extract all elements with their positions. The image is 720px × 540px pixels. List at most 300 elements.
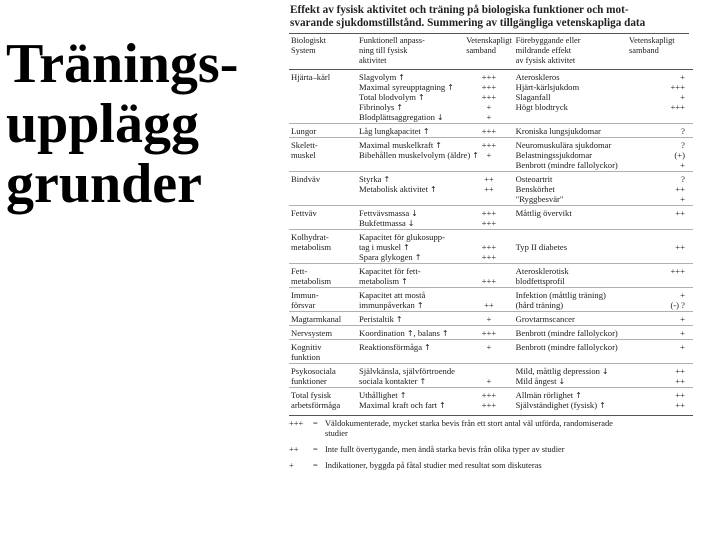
function-text: Kapacitet för glukosupp- (359, 232, 445, 242)
prevention-item (516, 232, 625, 242)
table-row (289, 124, 693, 138)
prevention-item: "Ryggbesvär" (515, 194, 564, 204)
system-label: försvar (291, 300, 316, 310)
prevention-item: Osteoartrit (515, 174, 553, 184)
function-text: Total blodvolym (359, 92, 416, 102)
cell-evidence-1 (464, 388, 513, 412)
function-item (359, 328, 462, 338)
function-item (359, 194, 462, 204)
prevention-text: Mild, måttlig depression (515, 366, 600, 376)
direction-arrow: ↑ (416, 301, 424, 310)
system-label: Skelett- (291, 140, 318, 150)
prevention-item (516, 252, 625, 262)
prevention-item: Benskörhet (515, 184, 555, 194)
cell-function (357, 340, 464, 364)
function-item (359, 290, 462, 300)
cell-prevention (514, 138, 627, 172)
table-row (289, 138, 693, 172)
cell-prevention (514, 326, 627, 340)
prevention-item: Grovtarmscancer (515, 314, 575, 324)
evidence-value: + (680, 314, 685, 324)
evidence-value: +++ (481, 242, 497, 252)
system-label: metabolism (291, 242, 332, 252)
table-row (289, 326, 693, 340)
evidence-value: +++ (670, 82, 685, 92)
function-item (359, 342, 462, 352)
system-label: Total fysisk (291, 390, 332, 400)
system-label: metabolism (291, 276, 332, 286)
cell-evidence-1 (464, 288, 513, 312)
direction-arrow: ↑ (398, 73, 405, 82)
evidence-value: ++ (484, 174, 494, 184)
system-label: funktioner (291, 376, 327, 386)
direction-arrow: ↑ (417, 93, 425, 102)
legend-line: Indikationer, byggda på fåtal studier med resultat som diskuteras (325, 461, 542, 470)
system-label: muskel (291, 150, 316, 160)
evidence-value (466, 232, 511, 242)
evidence-value: (-) ? (670, 300, 685, 310)
prevention-item: Aterosklerotisk (515, 266, 569, 276)
function-text: tag i muskel (359, 242, 402, 252)
table-row (289, 364, 693, 388)
evidence-value: +++ (481, 328, 497, 338)
header-function: Funktionell anpass- ning till fysisk aktivitet (359, 36, 425, 65)
cell-function (357, 326, 464, 340)
direction-arrow: ↑ (441, 329, 449, 338)
cell-function (357, 230, 464, 264)
system-label: Lungor (291, 126, 317, 136)
function-text: Spara glykogen (359, 252, 413, 262)
function-text: metabolism (359, 276, 400, 286)
function-text: Koordination (359, 328, 405, 338)
cell-system (289, 172, 357, 206)
evidence-value: ? (681, 126, 685, 136)
prevention-item (516, 218, 625, 228)
direction-arrow: ↑ (430, 185, 437, 194)
cell-system (289, 312, 357, 326)
scanned-table-document (286, 4, 694, 536)
header-prevention: Förebyggande eller mildrande effekt av fysisk aktivitet (515, 36, 581, 65)
prevention-item (516, 400, 625, 410)
cell-evidence-1 (464, 124, 513, 138)
direction-arrow: ↓ (558, 377, 566, 386)
function-text: Maximal syreupptagning (359, 82, 446, 92)
slide-title-line-1: Tränings- (6, 33, 239, 95)
function-text: Låg lungkapacitet (359, 126, 421, 136)
evidence-value: + (486, 376, 492, 386)
function-item (359, 276, 462, 286)
function-item (359, 266, 462, 276)
evidence-value: + (680, 72, 685, 82)
evidence-value: +++ (481, 218, 497, 228)
direction-arrow: ↑ (472, 151, 479, 160)
function-item (359, 314, 462, 324)
direction-arrow: ↑ (435, 141, 442, 150)
cell-system (289, 230, 357, 264)
table-header-row (289, 34, 693, 70)
cell-evidence-1 (464, 264, 513, 288)
legend-line: Inte fullt övertygande, men ändå starka bevis från olika typer av studier (325, 445, 565, 454)
effects-table (289, 34, 693, 411)
cell-evidence-2 (627, 364, 693, 388)
direction-arrow: ↑ (401, 277, 408, 286)
function-item (359, 208, 462, 218)
cell-evidence-2 (627, 138, 693, 172)
direction-arrow: ↑ (422, 127, 430, 136)
cell-evidence-2 (627, 70, 693, 124)
function-item (359, 92, 462, 102)
legend-text (325, 419, 693, 439)
function-text: sociala kontakter (359, 376, 418, 386)
function-item (359, 376, 462, 386)
prevention-item: Ateroskleros (515, 72, 560, 82)
evidence-value: +++ (481, 252, 497, 262)
evidence-value: +++ (670, 266, 685, 276)
prevention-item (516, 376, 625, 386)
system-label: Psykosociala (291, 366, 336, 376)
table-row (289, 230, 693, 264)
cell-system (289, 364, 357, 388)
cell-system (289, 326, 357, 340)
cell-evidence-1 (464, 70, 513, 124)
function-text: Maximal kraft och fart (359, 400, 438, 410)
cell-function (357, 138, 479, 172)
function-item (359, 352, 462, 362)
prevention-text: Allmän rörlighet (515, 390, 574, 400)
evidence-value (629, 112, 685, 122)
function-text: Fettvävsmassa (359, 208, 410, 218)
prevention-item: Benbrott (mindre fallolyckor) (515, 160, 618, 170)
prevention-item: Hjärt-kärlsjukdom (515, 82, 580, 92)
function-item (359, 242, 462, 252)
direction-arrow: ↓ (436, 113, 444, 122)
direction-arrow: ↑ (424, 343, 431, 352)
evidence-value: ++ (484, 300, 494, 310)
evidence-value (466, 194, 511, 204)
function-text: Bibehållen muskelvolym (äldre) (359, 150, 471, 160)
prevention-item: Benbrott (mindre fallolyckor) (515, 342, 618, 352)
evidence-value: +++ (481, 140, 497, 150)
header-evidence-2: Vetenskapligt samband (629, 36, 675, 55)
prevention-item (516, 390, 625, 400)
function-text: Kapacitet att mostå (359, 290, 426, 300)
direction-arrow: ↑ (575, 391, 582, 400)
legend-symbol: + (289, 461, 294, 470)
prevention-item: Neuromuskulära sjukdomar (515, 140, 612, 150)
evidence-value (466, 352, 511, 362)
prevention-item (516, 112, 625, 122)
prevention-item: Måttlig övervikt (515, 208, 572, 218)
evidence-value: +++ (481, 72, 497, 82)
prevention-text: Självständighet (fysisk) (515, 400, 598, 410)
cell-evidence-1 (464, 326, 513, 340)
function-item (359, 72, 462, 82)
evidence-value: ? (681, 140, 685, 150)
cell-function (357, 172, 464, 206)
system-label: Kognitiv (291, 342, 322, 352)
cell-evidence-1 (464, 230, 513, 264)
cell-system (289, 124, 357, 138)
evidence-value (466, 366, 511, 376)
prevention-item: Kroniska lungsjukdomar (515, 126, 601, 136)
evidence-value: ? (681, 174, 685, 184)
system-label: arbetsförmåga (291, 400, 341, 410)
cell-prevention (514, 70, 627, 124)
evidence-value (629, 252, 685, 262)
slide-title (6, 34, 268, 214)
evidence-value (466, 266, 511, 276)
evidence-value: + (680, 160, 685, 170)
prevention-item: Benbrott (mindre fallolyckor) (515, 328, 618, 338)
prevention-item: (hård träning) (515, 300, 564, 310)
legend-equals: = (313, 419, 318, 428)
cell-function (357, 364, 464, 388)
direction-arrow: ↓ (407, 219, 415, 228)
evidence-value: +++ (481, 400, 497, 410)
direction-arrow: ↑ (399, 391, 407, 400)
function-item (359, 140, 462, 150)
cell-function (357, 388, 464, 412)
cell-system (289, 70, 357, 124)
function-item (359, 160, 462, 170)
table-row (289, 340, 693, 364)
cell-system (289, 264, 357, 288)
cell-evidence-1 (464, 172, 513, 206)
function-text: Fibrinolys (359, 102, 395, 112)
function-item (359, 112, 462, 122)
table-row (289, 388, 693, 412)
direction-arrow: ↑ (599, 401, 606, 410)
prevention-text: Mild ångest (515, 376, 557, 386)
function-item (359, 150, 479, 160)
cell-function (357, 206, 464, 230)
header-evidence-1: Vetenskapligt samband (466, 36, 512, 55)
evidence-legend (289, 415, 693, 471)
evidence-value: +++ (481, 82, 497, 92)
evidence-value: +++ (481, 208, 497, 218)
function-text: Blodplättsaggregation (359, 112, 435, 122)
legend-text (325, 445, 693, 455)
cell-function (357, 124, 464, 138)
cell-evidence-1 (464, 364, 513, 388)
legend-row (289, 419, 693, 439)
evidence-value: +++ (670, 102, 685, 112)
cell-prevention (514, 288, 627, 312)
function-item (359, 400, 462, 410)
evidence-value: +++ (481, 390, 497, 400)
slide-title-line-2: upplägg (6, 93, 199, 155)
evidence-value (629, 352, 685, 362)
slide-title-line-3: grunder (6, 153, 202, 215)
legend-text (325, 461, 693, 471)
evidence-value: (+) (674, 150, 685, 160)
cell-evidence-2 (627, 288, 693, 312)
evidence-value: + (486, 102, 492, 112)
cell-prevention (514, 340, 627, 364)
direction-arrow: ↑ (406, 329, 414, 338)
evidence-value (629, 276, 685, 286)
direction-arrow: ↑ (396, 103, 404, 112)
function-item (359, 232, 462, 242)
function-text: Kapacitet för fett- (359, 266, 421, 276)
table-row (289, 264, 693, 288)
evidence-value (466, 290, 511, 300)
direction-arrow: ↑ (447, 83, 454, 92)
system-label: Immun- (291, 290, 319, 300)
evidence-value: + (680, 290, 685, 300)
evidence-value: ++ (675, 376, 685, 386)
cell-prevention (514, 312, 627, 326)
cell-evidence-2 (627, 340, 693, 364)
table-body (289, 70, 693, 412)
evidence-value (629, 232, 685, 242)
table-heading (290, 4, 694, 29)
function-item (359, 126, 462, 136)
system-label (291, 252, 355, 262)
cell-prevention (514, 172, 627, 206)
evidence-value: + (680, 92, 685, 102)
cell-system (289, 138, 357, 172)
system-label: Nervsystem (291, 328, 333, 338)
system-label: funktion (291, 352, 321, 362)
evidence-value: + (680, 194, 685, 204)
legend-row (289, 445, 693, 455)
legend-line: studier (325, 429, 348, 438)
prevention-item: Typ II diabetes (515, 242, 568, 252)
prevention-item (516, 366, 625, 376)
table-row (289, 312, 693, 326)
cell-evidence-2 (627, 312, 693, 326)
evidence-value: ++ (675, 208, 685, 218)
table-row (289, 288, 693, 312)
cell-function (357, 70, 464, 124)
cell-prevention (514, 206, 627, 230)
function-item (359, 218, 462, 228)
cell-evidence-2 (627, 326, 693, 340)
cell-evidence-2 (627, 264, 693, 288)
cell-evidence-2 (627, 172, 693, 206)
evidence-value: ++ (675, 184, 685, 194)
function-text: Bukfettmassa (359, 218, 406, 228)
cell-evidence-2 (627, 230, 693, 264)
evidence-value: + (680, 342, 685, 352)
evidence-value (466, 160, 511, 170)
legend-equals: = (313, 461, 318, 470)
cell-function (357, 312, 464, 326)
evidence-value: ++ (675, 242, 685, 252)
cell-evidence-1 (464, 340, 513, 364)
prevention-item: Belastningssjukdomar (515, 150, 593, 160)
system-label: Hjärta–kärl (291, 72, 331, 82)
table-heading-line-2: svarande sjukdomstillstånd. Summering av tillgängliga vetenskapliga data (290, 16, 646, 29)
function-item (359, 300, 462, 310)
table-heading-line-1: Effekt av fysisk aktivitet och träning på biologiska funktioner och mot- (290, 4, 629, 16)
function-item (359, 174, 462, 184)
direction-arrow: ↓ (601, 367, 609, 376)
cell-evidence-1 (464, 312, 513, 326)
cell-evidence-2 (627, 388, 693, 412)
cell-prevention (514, 264, 627, 288)
evidence-value: + (486, 150, 492, 160)
evidence-value (629, 218, 685, 228)
function-text: immunpåverkan (359, 300, 415, 310)
function-text: Styrka (359, 174, 382, 184)
direction-arrow: ↑ (403, 243, 410, 252)
function-item (359, 184, 462, 194)
evidence-value: ++ (675, 366, 685, 376)
table-row (289, 206, 693, 230)
cell-prevention (514, 230, 627, 264)
cell-function (357, 264, 464, 288)
header-system: Biologiskt System (291, 36, 326, 55)
evidence-value: + (486, 112, 492, 122)
function-text: Maximal muskelkraft (359, 140, 434, 150)
function-item (359, 366, 462, 376)
evidence-value: + (486, 314, 492, 324)
prevention-item: blodfettsprofil (515, 276, 565, 286)
system-label: Fett- (291, 266, 308, 276)
evidence-value: +++ (481, 276, 497, 286)
system-label: Magtarmkanal (291, 314, 342, 324)
function-text: Självkänsla, självförtroende (359, 366, 455, 376)
legend-equals: = (313, 445, 318, 454)
cell-prevention (514, 388, 627, 412)
cell-prevention (514, 124, 627, 138)
function-text-2: , balans (413, 328, 440, 338)
function-item (359, 102, 462, 112)
legend-symbol: +++ (289, 419, 304, 428)
prevention-item: Slaganfall (515, 92, 551, 102)
function-item (359, 252, 462, 262)
system-label: Kolhydrat- (291, 232, 329, 242)
evidence-value: ++ (484, 184, 494, 194)
cell-system (289, 388, 357, 412)
direction-arrow: ↑ (383, 175, 391, 184)
evidence-value: +++ (481, 126, 497, 136)
direction-arrow: ↑ (414, 253, 422, 262)
prevention-item: Högt blodtryck (515, 102, 568, 112)
evidence-value: + (680, 328, 685, 338)
legend-row (289, 461, 693, 471)
cell-prevention (514, 364, 627, 388)
legend-symbol: ++ (289, 445, 299, 454)
cell-system (289, 206, 357, 230)
system-label: Fettväv (291, 208, 317, 218)
function-text: Slagvolym (359, 72, 397, 82)
evidence-value: +++ (481, 92, 497, 102)
legend-line: Väldokumenterade, mycket starka bevis från ett stort antal väl utförda, randomiserade (325, 419, 613, 428)
table-row (289, 172, 693, 206)
evidence-value: ++ (675, 400, 685, 410)
direction-arrow: ↑ (419, 377, 427, 386)
cell-evidence-2 (627, 124, 693, 138)
function-item (359, 390, 462, 400)
system-label: Bindväv (291, 174, 321, 184)
direction-arrow: ↓ (411, 209, 418, 218)
prevention-item: Infektion (måttlig träning) (515, 290, 606, 300)
cell-evidence-2 (627, 206, 693, 230)
function-text: Uthållighet (359, 390, 398, 400)
evidence-value: + (486, 342, 492, 352)
prevention-item (516, 352, 625, 362)
cell-system (289, 288, 357, 312)
evidence-value: ++ (675, 390, 685, 400)
cell-evidence-1 (464, 206, 513, 230)
direction-arrow: ↑ (439, 401, 446, 410)
direction-arrow: ↑ (395, 315, 403, 324)
cell-function (357, 288, 464, 312)
table-row (289, 70, 693, 124)
